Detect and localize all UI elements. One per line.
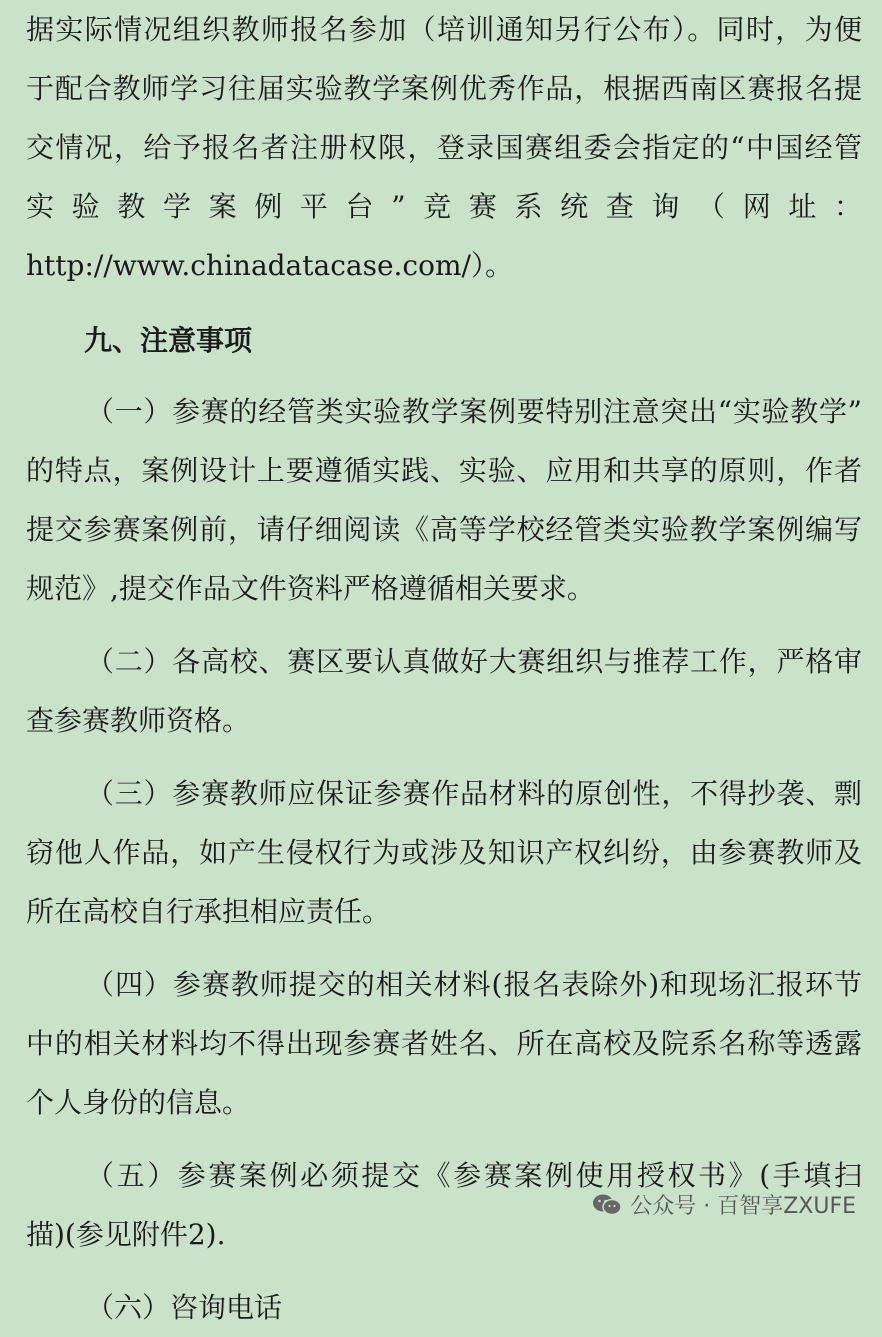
notice-item-3 <box>26 764 862 941</box>
notice-item-1 <box>26 382 862 618</box>
text-line: 中的相关材料均不得出现参赛者姓名、所在高校及院系名称等透露 <box>26 1027 862 1060</box>
text-line: 提交参赛案例前，请仔细阅读《高等学校经管类实验教学案例编写 <box>26 513 862 546</box>
document-page <box>26 0 862 1337</box>
url-line: http://www.chinadatacase.com/）。 <box>26 249 513 282</box>
notice-item-6 <box>26 1278 862 1337</box>
text-line: （六）咨询电话 <box>86 1291 283 1324</box>
wechat-icon <box>592 1193 622 1217</box>
text-line: 窃他人作品，如产生侵权行为或涉及知识产权纠纷，由参赛教师及 <box>26 836 862 869</box>
text-line: 实验教学案例平台”竞赛系统查询（网址： <box>26 190 862 223</box>
text-line: 规范》,提交作品文件资料严格遵循相关要求。 <box>26 572 595 605</box>
text-line: （一）参赛的经管类实验教学案例要特别注意突出“实验教学” <box>86 395 862 428</box>
watermark <box>592 1189 856 1220</box>
text-line: （三）参赛教师应保证参赛作品材料的原创性，不得抄袭、剽 <box>86 777 862 810</box>
text-line: 的特点，案例设计上要遵循实践、实验、应用和共享的原则，作者 <box>26 454 862 487</box>
text-line: 交情况，给予报名者注册权限，登录国赛组委会指定的“中国经管 <box>26 131 862 164</box>
text-line: （五）参赛案例必须提交《参赛案例使用授权书》(手填扫 <box>86 1159 862 1192</box>
section-heading: 九、注意事项 <box>84 324 253 357</box>
text-line: 查参赛教师资格。 <box>26 704 251 737</box>
intro-paragraph <box>26 0 862 295</box>
text-line: （二）各高校、赛区要认真做好大赛组织与推荐工作，严格审 <box>86 645 862 678</box>
watermark-text: 公众号 · 百智享ZXUFE <box>630 1194 856 1219</box>
text-line: 所在高校自行承担相应责任。 <box>26 895 391 928</box>
text-line: 个人身份的信息。 <box>26 1086 251 1119</box>
text-line: 于配合教师学习往届实验教学案例优秀作品，根据西南区赛报名提 <box>26 72 862 105</box>
notice-item-4 <box>26 955 862 1132</box>
text-line: 描)(参见附件2). <box>26 1218 226 1251</box>
notice-item-2 <box>26 632 862 750</box>
text-line: 据实际情况组织教师报名参加（培训通知另行公布）。同时，为便 <box>26 13 862 46</box>
text-line: （四）参赛教师提交的相关材料(报名表除外)和现场汇报环节 <box>86 968 862 1001</box>
